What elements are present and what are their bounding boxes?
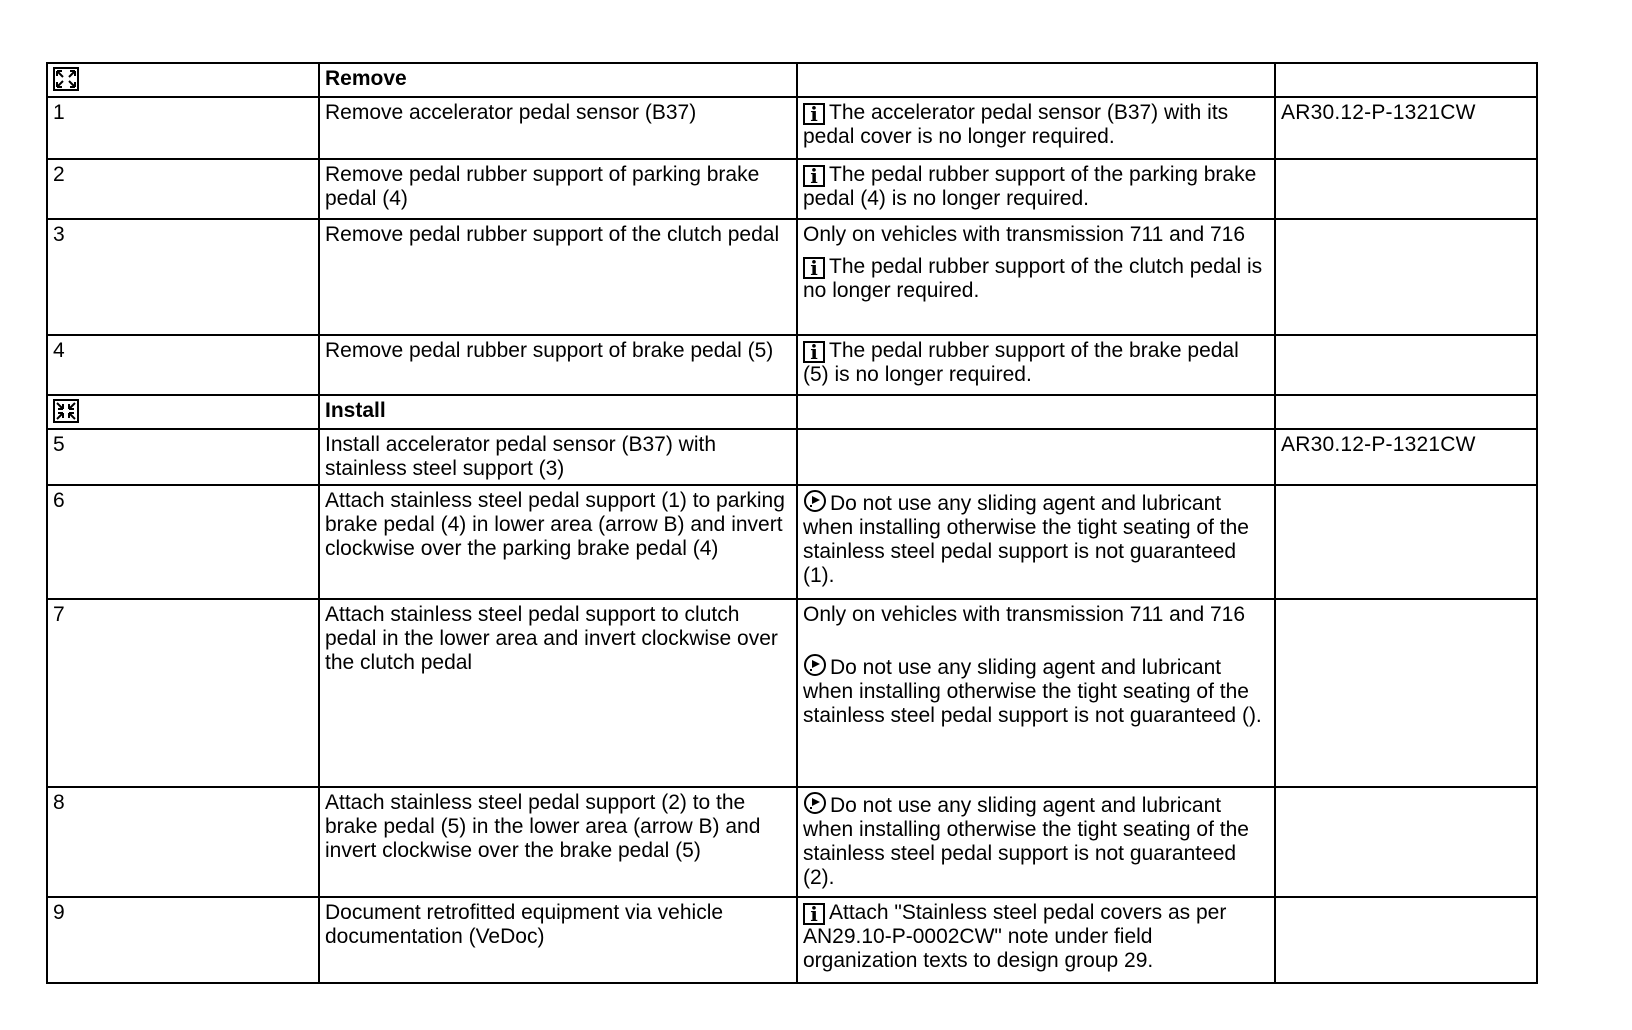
step-note [797,97,1275,159]
step-note [797,485,1275,599]
step-number: 6 [47,485,319,599]
step-action: Remove accelerator pedal sensor (B37) [319,97,797,159]
info-icon: i [803,903,825,925]
step-action: Attach stainless steel pedal support (1) to parking brake pedal (4) in lower area (arrow B) and invert clockwise over the parking brake pedal (4) [319,485,797,599]
step-note [797,787,1275,897]
step-number: 3 [47,219,319,335]
remove-section-title: Remove [319,63,797,97]
note-text: The pedal rubber support of the clutch pedal is no longer required. [803,255,1263,302]
step-action: Remove pedal rubber support of brake pedal (5) [319,335,797,395]
note-text: Do not use any sliding agent and lubricant when installing otherwise the tight seating of the stainless steel pedal support is not guaranteed (). [803,656,1262,727]
caution-icon [803,791,827,815]
step-reference [1275,897,1537,983]
step-action: Attach stainless steel pedal support (2) to the brake pedal (5) in the lower area (arrow B) and invert clockwise over the brake pedal (5) [319,787,797,897]
step-number: 8 [47,787,319,897]
remove-section-icon-cell [47,63,319,97]
step-note [797,897,1275,983]
expand-arrows-icon [53,67,79,91]
step-note [797,219,1275,335]
table-row [47,429,1537,485]
step-note [797,159,1275,219]
table-row [47,159,1537,219]
step-reference [1275,335,1537,395]
step-number: 1 [47,97,319,159]
step-number: 5 [47,429,319,485]
step-note [797,335,1275,395]
install-section-title: Install [319,395,797,429]
step-reference [1275,159,1537,219]
info-icon: i [803,165,825,187]
step-action: Remove pedal rubber support of parking brake pedal (4) [319,159,797,219]
install-section-ref-cell [1275,395,1537,429]
step-reference [1275,599,1537,787]
install-section-note-cell [797,395,1275,429]
step-number: 4 [47,335,319,395]
table-row [47,97,1537,159]
step-reference [1275,787,1537,897]
note-precondition: Only on vehicles with transmission 711 and 716 [803,603,1246,626]
step-number: 2 [47,159,319,219]
note-text: Attach "Stainless steel pedal covers as per AN29.10-P-0002CW" note under field organization texts to design group 29. [803,901,1227,972]
step-action: Attach stainless steel pedal support to clutch pedal in the lower area and invert clockwise over the clutch pedal [319,599,797,787]
remove-section-ref-cell [1275,63,1537,97]
step-number: 7 [47,599,319,787]
info-icon: i [803,257,825,279]
step-action: Document retrofitted equipment via vehicle documentation (VeDoc) [319,897,797,983]
collapse-arrows-icon [53,399,79,423]
note-text: Do not use any sliding agent and lubricant when installing otherwise the tight seating of the stainless steel pedal support is not guaranteed (1). [803,492,1249,587]
table-row [47,335,1537,395]
step-note [797,429,1275,485]
note-precondition: Only on vehicles with transmission 711 and 716 [803,223,1246,246]
step-number: 9 [47,897,319,983]
install-section-icon-cell [47,395,319,429]
table-row [47,219,1537,335]
remove-section-note-cell [797,63,1275,97]
info-icon: i [803,103,825,125]
table-row [47,599,1537,787]
step-reference[interactable]: AR30.12-P-1321CW [1275,429,1537,485]
procedure-table [46,62,1538,984]
caution-icon [803,489,827,513]
step-action: Install accelerator pedal sensor (B37) with stainless steel support (3) [319,429,797,485]
step-action: Remove pedal rubber support of the clutch pedal [319,219,797,335]
table-row [47,897,1537,983]
table-row [47,787,1537,897]
step-reference[interactable]: AR30.12-P-1321CW [1275,97,1537,159]
table-row [47,485,1537,599]
note-text: The pedal rubber support of the brake pedal (5) is no longer required. [803,339,1239,386]
step-note [797,599,1275,787]
step-reference [1275,485,1537,599]
info-icon: i [803,341,825,363]
step-reference [1275,219,1537,335]
note-text: The pedal rubber support of the parking brake pedal (4) is no longer required. [803,163,1257,210]
note-text: The accelerator pedal sensor (B37) with its pedal cover is no longer required. [803,101,1229,148]
caution-icon [803,653,827,677]
note-text: Do not use any sliding agent and lubricant when installing otherwise the tight seating of the stainless steel pedal support is not guaranteed (2). [803,794,1249,889]
remove-section-header [47,63,1537,97]
install-section-header [47,395,1537,429]
